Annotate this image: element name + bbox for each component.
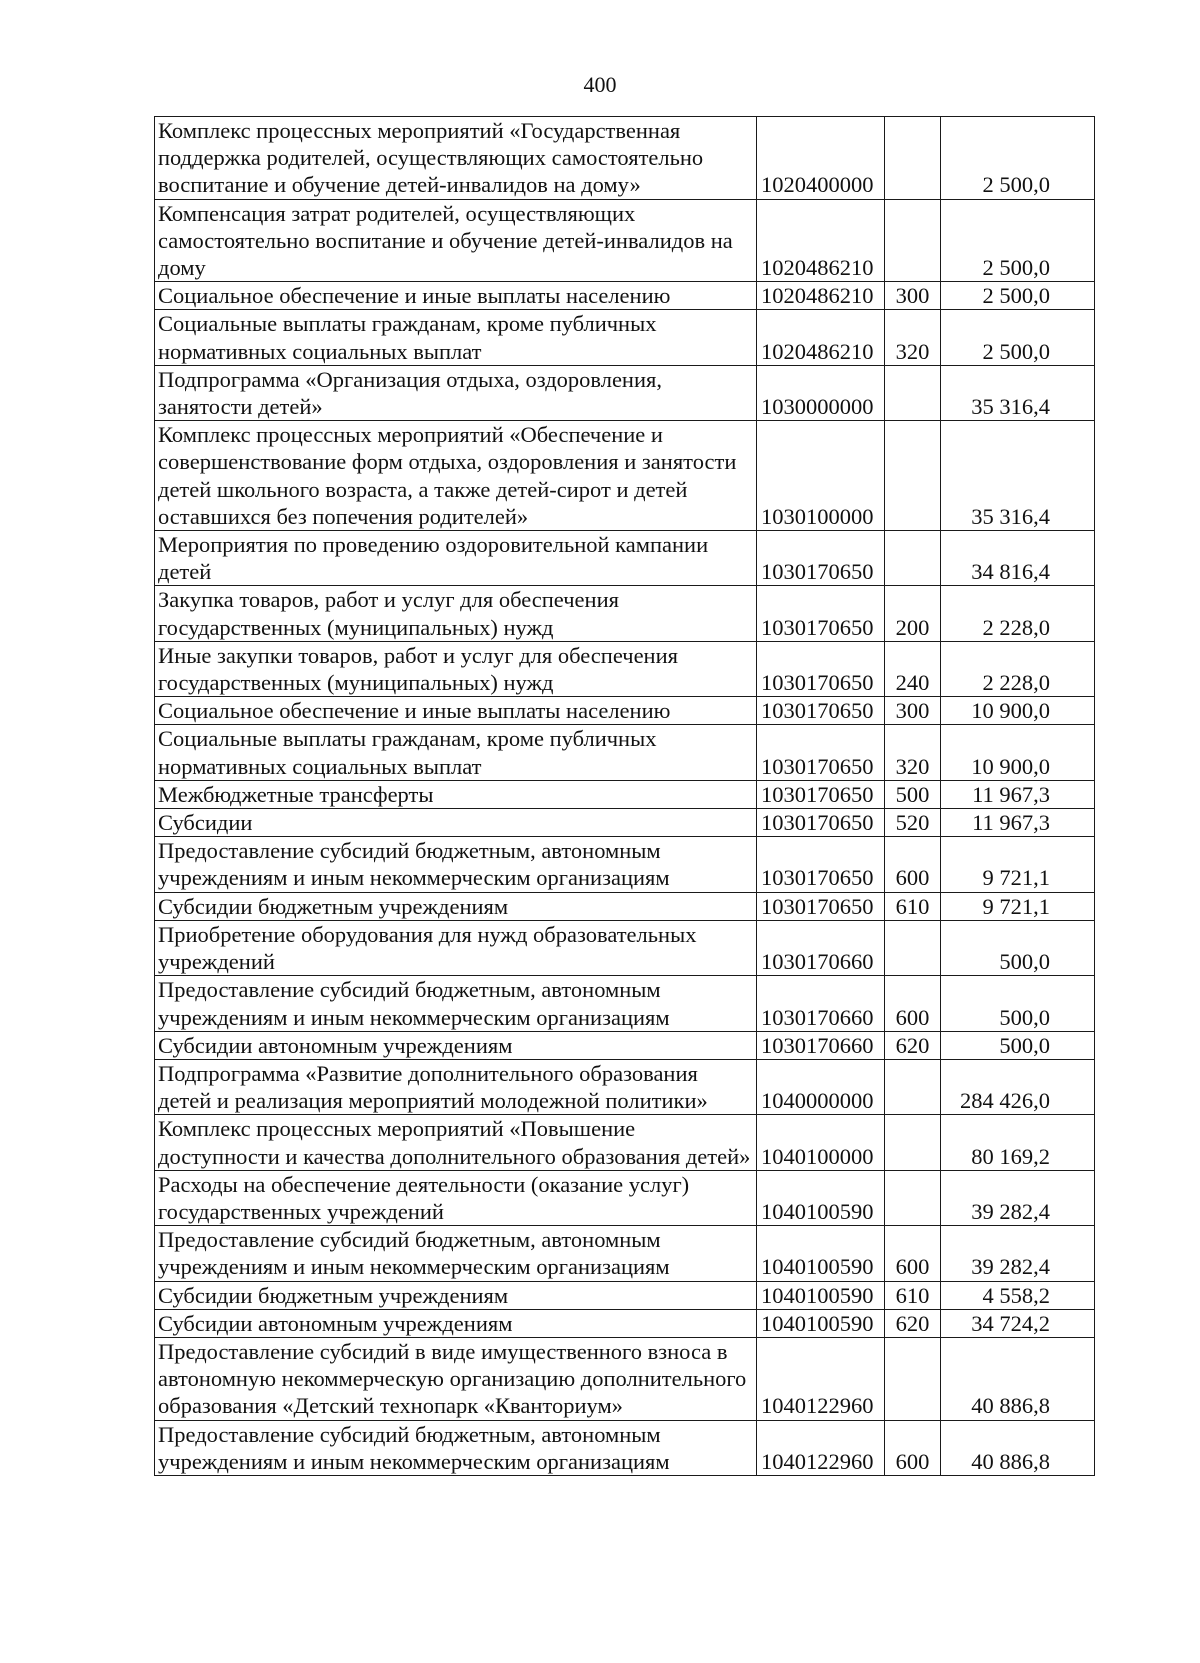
row-code-cell: 1030170650	[757, 725, 885, 780]
row-code-cell: 1040100590	[757, 1281, 885, 1309]
row-amount-cell: 35 316,4	[941, 421, 1095, 531]
table-row	[155, 697, 1095, 725]
row-name-cell: Межбюджетные трансферты	[155, 780, 757, 808]
row-type-cell	[885, 117, 941, 200]
row-name-cell: Комплекс процессных мероприятий «Обеспечение и совершенствование форм отдыха, оздоровления и занятости детей школьного возраста, а также детей-сирот и детей оставшихся без попечения родителей»	[155, 421, 757, 531]
row-amount-cell: 500,0	[941, 1031, 1095, 1059]
row-code-cell: 1040100590	[757, 1170, 885, 1225]
row-amount-cell: 39 282,4	[941, 1170, 1095, 1225]
table-row	[155, 725, 1095, 780]
row-name-cell: Социальное обеспечение и иные выплаты населению	[155, 282, 757, 310]
row-name-cell: Закупка товаров, работ и услуг для обеспечения государственных (муниципальных) нужд	[155, 586, 757, 641]
row-amount-cell: 2 500,0	[941, 310, 1095, 365]
row-code-cell: 1030170650	[757, 586, 885, 641]
row-type-cell: 500	[885, 780, 941, 808]
row-type-cell: 300	[885, 282, 941, 310]
row-amount-cell: 10 900,0	[941, 725, 1095, 780]
row-type-cell	[885, 531, 941, 586]
row-type-cell: 620	[885, 1031, 941, 1059]
row-code-cell: 1030170650	[757, 892, 885, 920]
row-type-cell: 320	[885, 310, 941, 365]
row-amount-cell: 11 967,3	[941, 780, 1095, 808]
table-row	[155, 1226, 1095, 1281]
row-type-cell	[885, 365, 941, 420]
row-amount-cell: 10 900,0	[941, 697, 1095, 725]
row-code-cell: 1020486210	[757, 199, 885, 282]
row-code-cell: 1030170660	[757, 976, 885, 1031]
row-amount-cell: 2 228,0	[941, 641, 1095, 696]
table-row	[155, 1420, 1095, 1475]
row-type-cell: 600	[885, 1420, 941, 1475]
row-type-cell: 600	[885, 837, 941, 892]
row-type-cell: 610	[885, 1281, 941, 1309]
table-row	[155, 809, 1095, 837]
row-amount-cell: 11 967,3	[941, 809, 1095, 837]
row-name-cell: Мероприятия по проведению оздоровительной кампании детей	[155, 531, 757, 586]
table-row	[155, 641, 1095, 696]
table-row	[155, 199, 1095, 282]
row-type-cell	[885, 1059, 941, 1114]
row-type-cell: 600	[885, 976, 941, 1031]
row-type-cell	[885, 199, 941, 282]
row-amount-cell: 34 724,2	[941, 1309, 1095, 1337]
table-row	[155, 310, 1095, 365]
row-type-cell: 520	[885, 809, 941, 837]
row-type-cell	[885, 1337, 941, 1420]
row-name-cell: Подпрограмма «Организация отдыха, оздоровления, занятости детей»	[155, 365, 757, 420]
row-type-cell	[885, 920, 941, 975]
row-type-cell: 600	[885, 1226, 941, 1281]
row-code-cell: 1030170650	[757, 837, 885, 892]
row-name-cell: Предоставление субсидий бюджетным, автономным учреждениям и иным некоммерческим организациям	[155, 1226, 757, 1281]
table-row	[155, 1309, 1095, 1337]
row-type-cell: 200	[885, 586, 941, 641]
row-amount-cell: 2 500,0	[941, 282, 1095, 310]
row-amount-cell: 80 169,2	[941, 1115, 1095, 1170]
row-name-cell: Предоставление субсидий в виде имущественного взноса в автономную некоммерческую организацию дополнительного образования «Детский технопарк «Кванториум»	[155, 1337, 757, 1420]
row-amount-cell: 284 426,0	[941, 1059, 1095, 1114]
table-row	[155, 421, 1095, 531]
budget-table-body	[155, 117, 1095, 1476]
row-name-cell: Социальное обеспечение и иные выплаты населению	[155, 697, 757, 725]
row-code-cell: 1040100000	[757, 1115, 885, 1170]
row-name-cell: Субсидии автономным учреждениям	[155, 1031, 757, 1059]
row-name-cell: Компенсация затрат родителей, осуществляющих самостоятельно воспитание и обучение детей-инвалидов на дому	[155, 199, 757, 282]
row-code-cell: 1040122960	[757, 1420, 885, 1475]
row-type-cell: 300	[885, 697, 941, 725]
row-name-cell: Предоставление субсидий бюджетным, автономным учреждениям и иным некоммерческим организациям	[155, 1420, 757, 1475]
row-code-cell: 1040122960	[757, 1337, 885, 1420]
row-name-cell: Субсидии бюджетным учреждениям	[155, 892, 757, 920]
row-name-cell: Социальные выплаты гражданам, кроме публичных нормативных социальных выплат	[155, 725, 757, 780]
table-row	[155, 1281, 1095, 1309]
budget-table	[154, 116, 1095, 1476]
row-type-cell: 240	[885, 641, 941, 696]
row-code-cell: 1030170660	[757, 1031, 885, 1059]
row-code-cell: 1030170650	[757, 641, 885, 696]
row-type-cell	[885, 1115, 941, 1170]
row-code-cell: 1030170650	[757, 780, 885, 808]
row-type-cell: 320	[885, 725, 941, 780]
row-code-cell: 1030100000	[757, 421, 885, 531]
row-code-cell: 1020486210	[757, 310, 885, 365]
table-row	[155, 117, 1095, 200]
row-name-cell: Иные закупки товаров, работ и услуг для обеспечения государственных (муниципальных) нужд	[155, 641, 757, 696]
row-name-cell: Субсидии автономным учреждениям	[155, 1309, 757, 1337]
table-row	[155, 837, 1095, 892]
table-row	[155, 1170, 1095, 1225]
row-name-cell: Комплекс процессных мероприятий «Повышение доступности и качества дополнительного образования детей»	[155, 1115, 757, 1170]
row-amount-cell: 2 228,0	[941, 586, 1095, 641]
row-amount-cell: 9 721,1	[941, 892, 1095, 920]
row-amount-cell: 34 816,4	[941, 531, 1095, 586]
row-code-cell: 1030170650	[757, 809, 885, 837]
table-row	[155, 282, 1095, 310]
row-amount-cell: 4 558,2	[941, 1281, 1095, 1309]
table-row	[155, 1115, 1095, 1170]
row-amount-cell: 39 282,4	[941, 1226, 1095, 1281]
table-row	[155, 586, 1095, 641]
table-row	[155, 920, 1095, 975]
row-type-cell: 620	[885, 1309, 941, 1337]
row-amount-cell: 500,0	[941, 976, 1095, 1031]
row-amount-cell: 9 721,1	[941, 837, 1095, 892]
table-row	[155, 365, 1095, 420]
row-code-cell: 1040100590	[757, 1226, 885, 1281]
row-name-cell: Расходы на обеспечение деятельности (оказание услуг) государственных учреждений	[155, 1170, 757, 1225]
row-amount-cell: 40 886,8	[941, 1420, 1095, 1475]
row-name-cell: Предоставление субсидий бюджетным, автономным учреждениям и иным некоммерческим организациям	[155, 976, 757, 1031]
row-code-cell: 1020400000	[757, 117, 885, 200]
row-code-cell: 1040000000	[757, 1059, 885, 1114]
row-code-cell: 1030170660	[757, 920, 885, 975]
row-name-cell: Предоставление субсидий бюджетным, автономным учреждениям и иным некоммерческим организациям	[155, 837, 757, 892]
row-name-cell: Подпрограмма «Развитие дополнительного образования детей и реализация мероприятий молодежной политики»	[155, 1059, 757, 1114]
row-code-cell: 1030170650	[757, 697, 885, 725]
row-name-cell: Комплекс процессных мероприятий «Государственная поддержка родителей, осуществляющих самостоятельно воспитание и обучение детей-инвалидов на дому»	[155, 117, 757, 200]
row-code-cell: 1040100590	[757, 1309, 885, 1337]
table-row	[155, 976, 1095, 1031]
row-code-cell: 1030170650	[757, 531, 885, 586]
row-name-cell: Субсидии	[155, 809, 757, 837]
row-amount-cell: 2 500,0	[941, 199, 1095, 282]
row-code-cell: 1020486210	[757, 282, 885, 310]
row-name-cell: Субсидии бюджетным учреждениям	[155, 1281, 757, 1309]
table-row	[155, 892, 1095, 920]
table-row	[155, 780, 1095, 808]
row-amount-cell: 500,0	[941, 920, 1095, 975]
table-row	[155, 1059, 1095, 1114]
row-amount-cell: 35 316,4	[941, 365, 1095, 420]
table-row	[155, 1031, 1095, 1059]
row-type-cell	[885, 1170, 941, 1225]
row-code-cell: 1030000000	[757, 365, 885, 420]
table-row	[155, 531, 1095, 586]
row-name-cell: Социальные выплаты гражданам, кроме публичных нормативных социальных выплат	[155, 310, 757, 365]
row-name-cell: Приобретение оборудования для нужд образовательных учреждений	[155, 920, 757, 975]
page-number: 400	[583, 72, 617, 97]
row-type-cell: 610	[885, 892, 941, 920]
table-row	[155, 1337, 1095, 1420]
row-type-cell	[885, 421, 941, 531]
row-amount-cell: 2 500,0	[941, 117, 1095, 200]
row-amount-cell: 40 886,8	[941, 1337, 1095, 1420]
